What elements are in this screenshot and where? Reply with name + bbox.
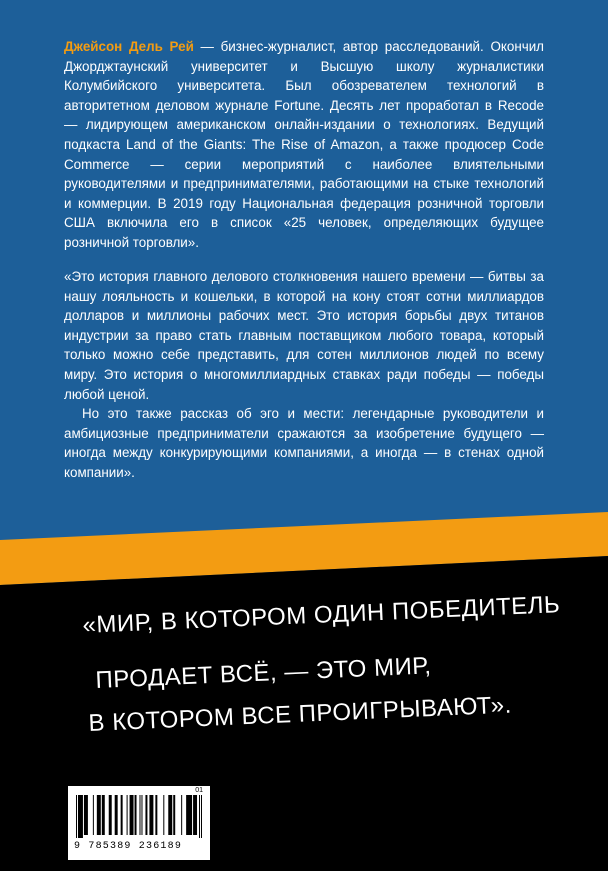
barcode-bar [149,795,153,835]
barcode-bar [163,795,164,835]
barcode-bar [127,795,128,835]
barcode-bar [199,795,200,838]
barcode-bar [130,795,134,835]
quote-line-1: «МИР, В КОТОРОМ ОДИН ПОБЕДИТЕЛЬ [82,591,561,639]
barcode-bar [145,795,147,835]
barcode-bar [140,795,141,835]
barcode-bar [121,795,123,835]
barcode-bar [155,795,157,835]
author-bio [64,37,544,253]
isbn-barcode [68,786,210,860]
barcode-bar [193,795,197,835]
barcode-bar [115,795,118,835]
barcode-bar [109,795,112,835]
barcode-bar [201,795,202,838]
barcode-number: 9 785389 236189 [74,841,183,852]
author-bio-text: — бизнес-журналист, автор расследований. Окончил Джорджтаунский университет и Высшую школу журналистики Колумбийского университета. Был обозревателем технологий в авторитетном деловом журнале Fortune. Десять лет проработал в Recode — лидирующем американском онлайн-издании о технологиях. Ведущий подкаста Land of the Giants: The Rise of Amazon, а также продюсер Code Commerce — серии мероприятий с наиболее влиятельными руководителями и предпринимателями, работающими на стыке технологий и коммерции. В 2019 году Национальная федерация розничной торговли США включила его в список «25 человек, определяющих будущее розничной торговли». [64,39,544,250]
barcode-bar [181,795,182,835]
barcode-bar [78,795,83,838]
barcode-bar [135,795,137,835]
quote-line-2: ПРОДАЕТ ВСЁ, — ЭТО МИР, [95,652,432,694]
barcode-bar [102,795,105,835]
barcode-bar [97,795,101,835]
barcode-bar [173,795,175,835]
author-name: Джейсон Дель Рей [64,39,194,54]
barcode-bars [76,795,202,838]
quote-line-3: В КОТОРОМ ВСЕ ПРОИГРЫВАЮТ». [88,691,513,737]
barcode-bar [168,795,172,835]
barcode-bar [186,795,192,835]
book-blurb [64,267,544,483]
blurb-paragraph-1: «Это история главного делового столкновения нашего времени — битвы за нашу лояльность и кошельки, в которой на кону стоят сотни миллиардов долларов и миллионы рабочих мест. Это история борьбы двух титанов индустрии за право стать главным поставщиком любого товара, который только можно себе представить, для сотен миллионов людей по всему миру. Это история о многомиллиардных ставках ради победы — победы любой ценой. [64,269,544,402]
barcode-bar [93,795,94,835]
barcode-bar [84,795,88,835]
barcode-bar [76,795,77,838]
barcode-addon-code: 01 [195,787,203,794]
blurb-paragraph-2: Но это также рассказ об эго и мести: легендарные руководители и амбициозные предприниматели сражаются за изобретение будущего — иногда между конкурирующими компаниями, а иногда — в стенах одной компании». [64,406,544,480]
barcode-bar [141,795,142,835]
